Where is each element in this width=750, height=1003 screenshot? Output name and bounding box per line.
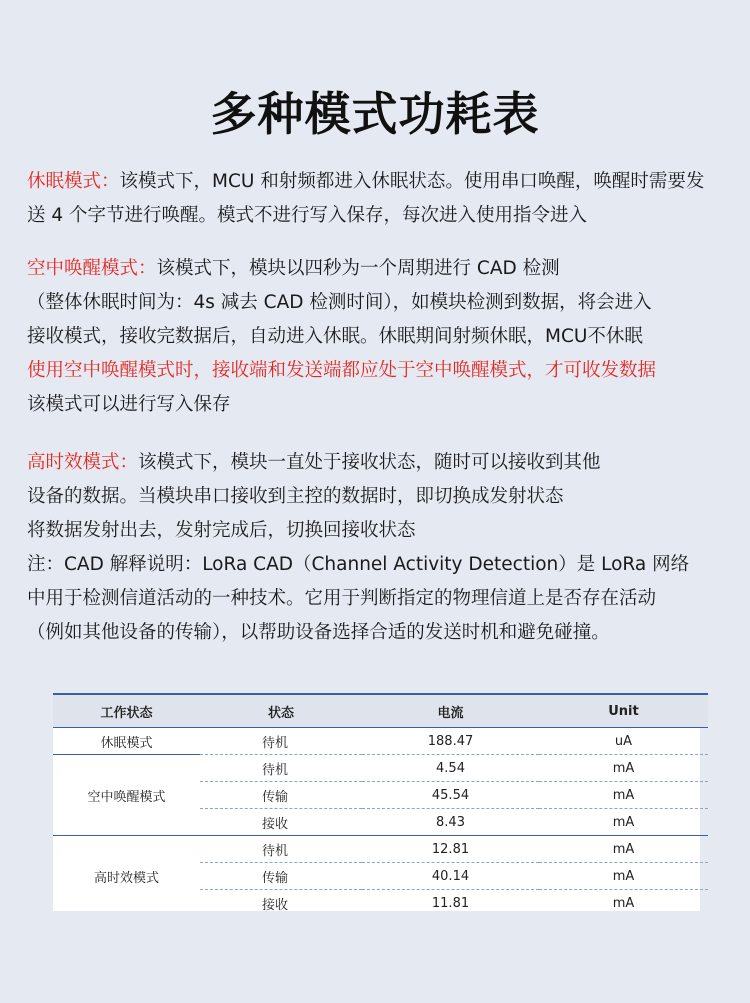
air-wake-text-3: 接收模式，接收完数据后，自动进入休眠。休眠期间射频休眠，MCU不休眠 xyxy=(27,326,643,347)
air-wake-line-1 xyxy=(27,252,739,286)
unit-cell: mA xyxy=(539,836,708,863)
table-row xyxy=(53,755,708,782)
high-eff-line-1 xyxy=(27,446,739,480)
header-current: 电流 xyxy=(362,694,539,728)
note-text-1: 注：CAD 解释说明：LoRa CAD（Channel Activity Detection）是 LoRa 网络 xyxy=(27,554,690,575)
unit-cell: uA xyxy=(539,728,708,755)
table-row xyxy=(53,836,708,863)
high-eff-mode-section xyxy=(27,446,739,650)
sleep-mode-line-1 xyxy=(27,165,739,199)
state-cell: 待机 xyxy=(200,836,362,863)
unit-cell: mA xyxy=(539,782,708,809)
air-wake-mode-section xyxy=(27,252,739,422)
unit-cell: mA xyxy=(539,755,708,782)
unit-cell: mA xyxy=(539,863,708,890)
unit-cell: mA xyxy=(539,809,708,836)
high-eff-text-1: 该模式下，模块一直处于接收状态，随时可以接收到其他 xyxy=(138,452,601,473)
group-name: 休眠模式 xyxy=(53,728,200,755)
unit-cell: mA xyxy=(612,895,635,911)
page-title: 多种模式功耗表 xyxy=(210,87,540,141)
sleep-mode-text-1: 该模式下，MCU 和射频都进入休眠状态。使用串口唤醒，唤醒时需要发 xyxy=(119,171,705,192)
note-text-2: 中用于检测信道活动的一种技术。它用于判断指定的物理信道上是否存在活动 xyxy=(27,588,657,609)
note-text-3: （例如其他设备的传输），以帮助设备选择合适的发送时机和避免碰撞。 xyxy=(27,622,610,643)
high-eff-mode-label: 高时效模式： xyxy=(27,452,139,473)
high-eff-text-3: 将数据发射出去，发射完成后，切换回接收状态 xyxy=(27,520,416,541)
state-cell: 待机 xyxy=(200,755,362,782)
state-cell: 待机 xyxy=(200,728,362,755)
header-work-state: 工作状态 xyxy=(53,694,200,728)
current-cell: 11.81 xyxy=(431,895,470,911)
state-cell: 接收 xyxy=(200,809,362,836)
current-cell: 12.81 xyxy=(362,836,539,863)
header-state: 状态 xyxy=(200,694,362,728)
state-cell: 传输 xyxy=(200,863,362,890)
group-name: 高时效模式 xyxy=(93,870,159,886)
current-cell: 188.47 xyxy=(362,728,539,755)
high-eff-text-2: 设备的数据。当模块串口接收到主控的数据时，即切换成发射状态 xyxy=(27,486,564,507)
air-wake-mode-label: 空中唤醒模式： xyxy=(27,258,157,279)
table-row xyxy=(53,728,708,755)
state-cell: 传输 xyxy=(200,782,362,809)
air-wake-text-1: 该模式下，模块以四秒为一个周期进行 CAD 检测 xyxy=(156,258,560,279)
sleep-mode-label: 休眠模式： xyxy=(27,171,120,192)
sleep-mode-text-2: 送 4 个字节进行唤醒。模式不进行写入保存，每次进入使用指令进入 xyxy=(27,205,588,226)
header-unit: Unit xyxy=(539,694,708,728)
current-cell: 8.43 xyxy=(362,809,539,836)
current-cell: 45.54 xyxy=(362,782,539,809)
sleep-mode-section xyxy=(27,165,739,233)
table-header-row xyxy=(53,694,708,728)
air-wake-warning: 使用空中唤醒模式时，接收端和发送端都应处于空中唤醒模式，才可收发数据 xyxy=(27,360,657,381)
group-name: 空中唤醒模式 xyxy=(53,755,200,836)
power-table xyxy=(53,693,700,911)
current-cell: 40.14 xyxy=(362,863,539,890)
air-wake-text-2: （整体休眠时间为：4s 减去 CAD 检测时间），如模块检测到数据，将会进入 xyxy=(27,292,652,313)
current-cell: 4.54 xyxy=(362,755,539,782)
state-cell: 接收 xyxy=(262,897,289,913)
air-wake-text-5: 该模式可以进行写入保存 xyxy=(27,394,231,415)
